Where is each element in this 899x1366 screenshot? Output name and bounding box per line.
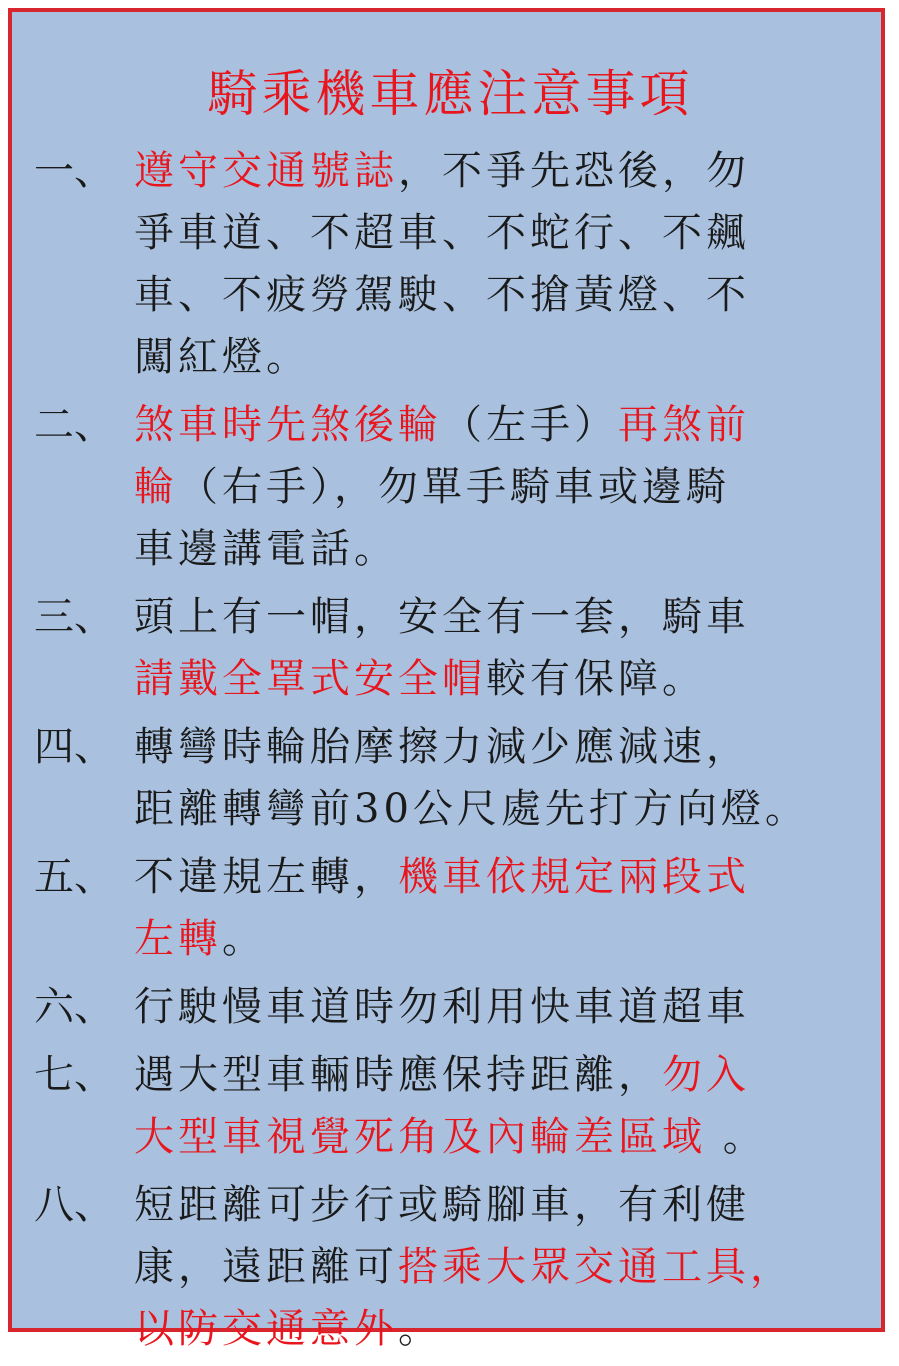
item-line <box>134 264 884 326</box>
highlighted-text: 遵守交通號誌 <box>134 148 398 194</box>
item-number: 五、 <box>34 854 114 900</box>
item-number: 一、 <box>34 148 114 194</box>
highlighted-text: 請戴全罩式安全帽 <box>134 656 486 702</box>
body-text: 較有保障。 <box>486 656 706 702</box>
body-text: 轉彎時輪胎摩擦力減少應減速， <box>134 724 750 770</box>
highlighted-text: 左轉 <box>134 916 222 962</box>
notice-item <box>34 140 884 388</box>
body-text: （右手），勿單手騎車或邊騎 <box>178 464 730 510</box>
body-text: 康，遠距離可 <box>134 1244 398 1290</box>
highlighted-text: 勿入 <box>662 1052 750 1098</box>
poster-title: 騎乘機車應注意事項 <box>207 65 694 123</box>
item-line <box>134 846 884 908</box>
body-text: 不違規左轉， <box>134 854 398 900</box>
item-number: 六、 <box>34 984 114 1030</box>
item-text <box>134 846 884 970</box>
body-text: 車、不疲勞駕駛、不搶黃燈、不 <box>134 272 750 318</box>
item-text <box>134 976 884 1038</box>
item-line <box>134 202 884 264</box>
body-text: 車邊講電話。 <box>134 526 398 572</box>
notice-item <box>34 846 884 970</box>
item-text <box>134 1174 884 1360</box>
item-number: 三、 <box>34 594 114 640</box>
item-number: 七、 <box>34 1052 114 1098</box>
body-text: 距離轉彎前30公尺處先打方向燈。 <box>134 786 809 832</box>
item-line <box>134 1236 884 1298</box>
item-line <box>134 1106 884 1168</box>
body-text: ，不爭先恐後，勿 <box>398 148 750 194</box>
item-text <box>134 586 884 710</box>
highlighted-text: 煞車時先煞後輪 <box>134 402 442 448</box>
item-line <box>134 648 884 710</box>
item-line <box>134 394 884 456</box>
body-text: 闖紅燈。 <box>134 334 310 380</box>
body-text: 短距離可步行或騎腳車，有利健 <box>134 1182 750 1228</box>
item-line <box>134 518 884 580</box>
body-text: 爭車道、不超車、不蛇行、不飆 <box>134 210 750 256</box>
highlighted-text: 輪 <box>134 464 178 510</box>
item-line <box>134 326 884 388</box>
body-text: （左手） <box>442 402 618 448</box>
item-text <box>134 140 884 388</box>
item-line <box>134 456 884 518</box>
highlighted-text: 搭乘大眾交通工具， <box>398 1244 794 1290</box>
item-line <box>134 976 884 1038</box>
item-number: 二、 <box>34 402 114 448</box>
body-text: 遇大型車輛時應保持距離， <box>134 1052 662 1098</box>
body-text: 。 <box>222 916 266 962</box>
body-text: 。 <box>398 1306 442 1352</box>
item-number: 四、 <box>34 724 114 770</box>
notice-item <box>34 394 884 580</box>
highlighted-text: 大型車視覺死角及內輪差區域 <box>134 1114 706 1160</box>
body-text: 行駛慢車道時勿利用快車道超車 <box>134 984 750 1030</box>
body-text: 頭上有一帽，安全有一套，騎車 <box>134 594 750 640</box>
notice-item <box>34 586 884 710</box>
notice-item <box>34 1044 884 1168</box>
item-line <box>134 778 884 840</box>
item-line <box>134 1174 884 1236</box>
highlighted-text: 機車依規定兩段式 <box>398 854 750 900</box>
item-text <box>134 394 884 580</box>
item-line <box>134 1044 884 1106</box>
item-line <box>134 1298 884 1360</box>
highlighted-text: 以防交通意外 <box>134 1306 398 1352</box>
item-line <box>134 586 884 648</box>
item-text <box>134 716 884 840</box>
body-text: 。 <box>706 1114 767 1160</box>
item-text <box>134 1044 884 1168</box>
item-line <box>134 140 884 202</box>
item-line <box>134 716 884 778</box>
notice-item <box>34 1174 884 1360</box>
notice-item <box>34 976 884 1038</box>
notice-list <box>34 140 884 1366</box>
notice-poster <box>8 8 885 1352</box>
item-line <box>134 908 884 970</box>
notice-item <box>34 716 884 840</box>
item-number: 八、 <box>34 1182 114 1228</box>
highlighted-text: 再煞前 <box>618 402 750 448</box>
